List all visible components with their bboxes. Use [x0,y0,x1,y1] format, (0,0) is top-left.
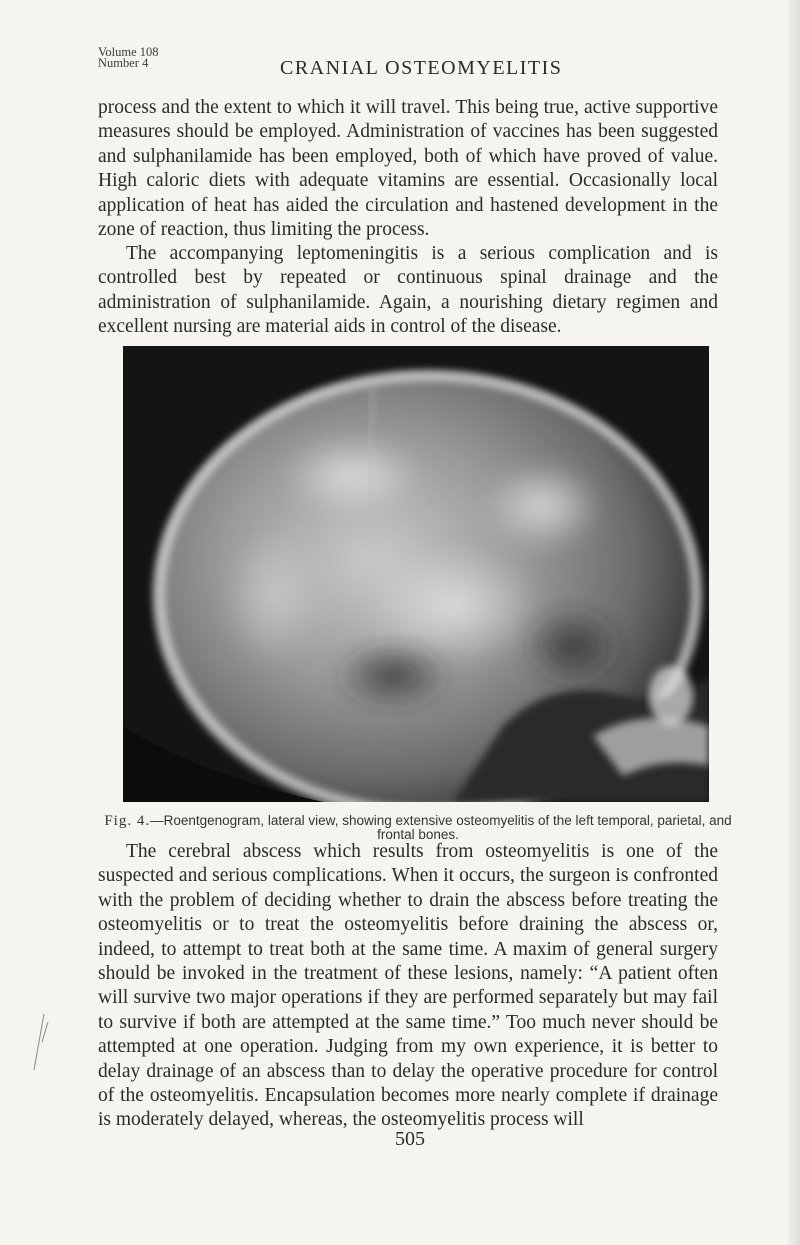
body-paragraph: The cerebral abscess which results from osteomyelitis is one of the suspected and serious complications. When it occurs, the surgeon is confronted with the problem of deciding whether to drain the abscess before treating the osteomyelitis or to treat the osteomyelitis before draining the abscess or, indeed, to attempt to treat both at the same time. A maxim of general surgery should be invoked in the treatment of these lesions, namely: “A patient often will survive two major operations if they are performed separately but may fail to survive if both are attempted at the same time.” Too much never should be attempted at one operation. Judging from my own experience, it is better to delay drainage of an abscess than to delay the operative procedure for control of the osteomyelitis. Encapsulation becomes more nearly complete if drainage is moderately delayed, whereas, the osteomyelitis process will [98,841,718,1131]
body-paragraph: process and the extent to which it will travel. This being true, active supportive measures should be employed. Administration of vaccines has been suggested and sulphanilamide has been employed, both of which have proved of value. High caloric diets with adequate vitamins are essential. Occasionally local application of heat has aided the circulation and hastened development in the zone of reaction, thus limiting the process. [98,97,718,241]
volume-number [98,47,159,69]
page-number: 505 [395,1128,425,1150]
figure-caption [98,814,738,842]
running-header [98,45,718,85]
page-edge-shadow [786,0,800,1245]
pen-mark-icon [30,1012,50,1072]
running-title: CRANIAL OSTEOMYELITIS [280,57,563,79]
figure-caption-text: —Roentgenogram, lateral view, showing extensive osteomyelitis of the left temporal, parietal, and frontal bones. [150,813,732,842]
xray-image [123,346,709,802]
figure-label: Fig. 4. [104,813,151,829]
volume-label: Volume 108 [98,45,159,59]
skull-roentgenogram-figure [123,346,709,802]
issue-number-label: Number 4 [98,56,149,70]
body-paragraph: The accompanying leptomeningitis is a serious complication and is controlled best by repeated or continuous spinal drainage and the administration of sulphanilamide. Again, a nourishing dietary regimen and excellent nursing are material aids in control of the disease. [98,243,718,338]
